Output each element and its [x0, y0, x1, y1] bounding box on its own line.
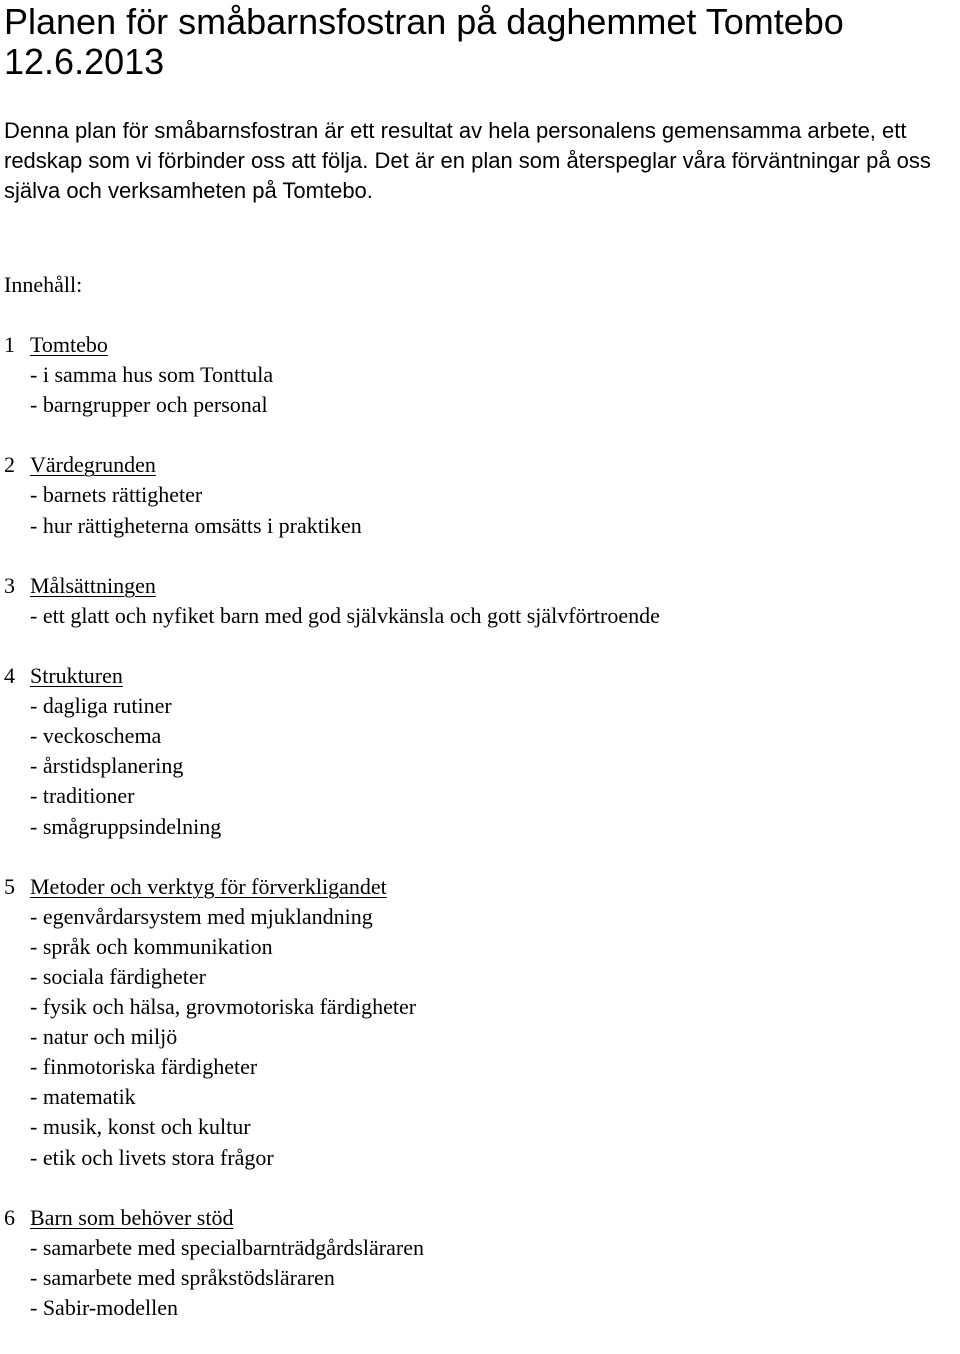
section-subitem: - dagliga rutiner [30, 693, 172, 719]
section-subitem: - etik och livets stora frågor [30, 1144, 274, 1170]
toc-section [4, 330, 956, 420]
toc-section-heading [4, 450, 956, 480]
section-subitem: - årstidsplanering [30, 753, 184, 779]
section-number: 5 [4, 873, 15, 899]
section-subitem: - barngrupper och personal [30, 392, 268, 418]
toc-section-heading [4, 330, 956, 360]
section-number: 6 [4, 1204, 15, 1230]
toc-section [4, 661, 956, 842]
section-title: Målsättningen [30, 572, 156, 598]
section-subitem: - egenvårdarsystem med mjuklandning [30, 903, 373, 929]
section-title: Strukturen [30, 663, 123, 689]
section-subitem: - veckoschema [30, 723, 162, 749]
section-subitem: - i samma hus som Tonttula [30, 362, 274, 388]
document-title: Planen för småbarnsfostran på daghemmet Tomtebo 12.6.2013 [4, 1, 844, 82]
toc-section [4, 872, 956, 1173]
section-number: 4 [4, 663, 15, 689]
section-number: 2 [4, 452, 15, 478]
toc-section-heading [4, 872, 956, 902]
intro-paragraph: Denna plan för småbarnsfostran är ett resultat av hela personalens gemensamma arbete, ett redskap som vi förbinder oss att följa. Det är en plan som återspeglar våra förväntningar på oss själva och verksamheten på Tomtebo. [4, 118, 931, 203]
section-title: Värdegrunden [30, 452, 156, 478]
document-page [4, 0, 956, 1353]
section-subitem: - natur och miljö [30, 1024, 178, 1050]
section-subitem: - samarbete med specialbarnträdgårdsläraren [30, 1234, 424, 1260]
section-title: Metoder och verktyg för förverkligandet [30, 873, 387, 899]
toc-section [4, 450, 956, 540]
section-number: 3 [4, 572, 15, 598]
section-subitem: - sociala färdigheter [30, 963, 206, 989]
section-subitem: - traditioner [30, 783, 135, 809]
toc-section-heading [4, 1203, 956, 1233]
section-subitem: - matematik [30, 1084, 136, 1110]
section-subitem: - barnets rättigheter [30, 482, 203, 508]
section-subitem: - ett glatt och nyfiket barn med god självkänsla och gott självförtroende [30, 602, 660, 628]
section-subitem: - musik, konst och kultur [30, 1114, 251, 1140]
toc-section-heading [4, 661, 956, 691]
section-subitem: - fysik och hälsa, grovmotoriska färdigheter [30, 994, 417, 1020]
section-subitem: - samarbete med språkstödsläraren [30, 1264, 335, 1290]
toc-section [4, 1203, 956, 1323]
section-subitem: - språk och kommunikation [30, 933, 273, 959]
section-subitem: - finmotoriska färdigheter [30, 1054, 258, 1080]
section-title: Barn som behöver stöd [30, 1204, 234, 1230]
toc-section [4, 571, 956, 631]
section-subitem: - smågruppsindelning [30, 813, 222, 839]
table-of-contents [4, 330, 956, 1323]
toc-section-heading [4, 571, 956, 601]
toc-heading: Innehåll: [4, 272, 83, 297]
section-subitem: - hur rättigheterna omsätts i praktiken [30, 512, 362, 538]
section-subitem: - Sabir-modellen [30, 1295, 179, 1320]
section-title: Tomtebo [30, 332, 108, 357]
section-number: 1 [4, 332, 15, 357]
